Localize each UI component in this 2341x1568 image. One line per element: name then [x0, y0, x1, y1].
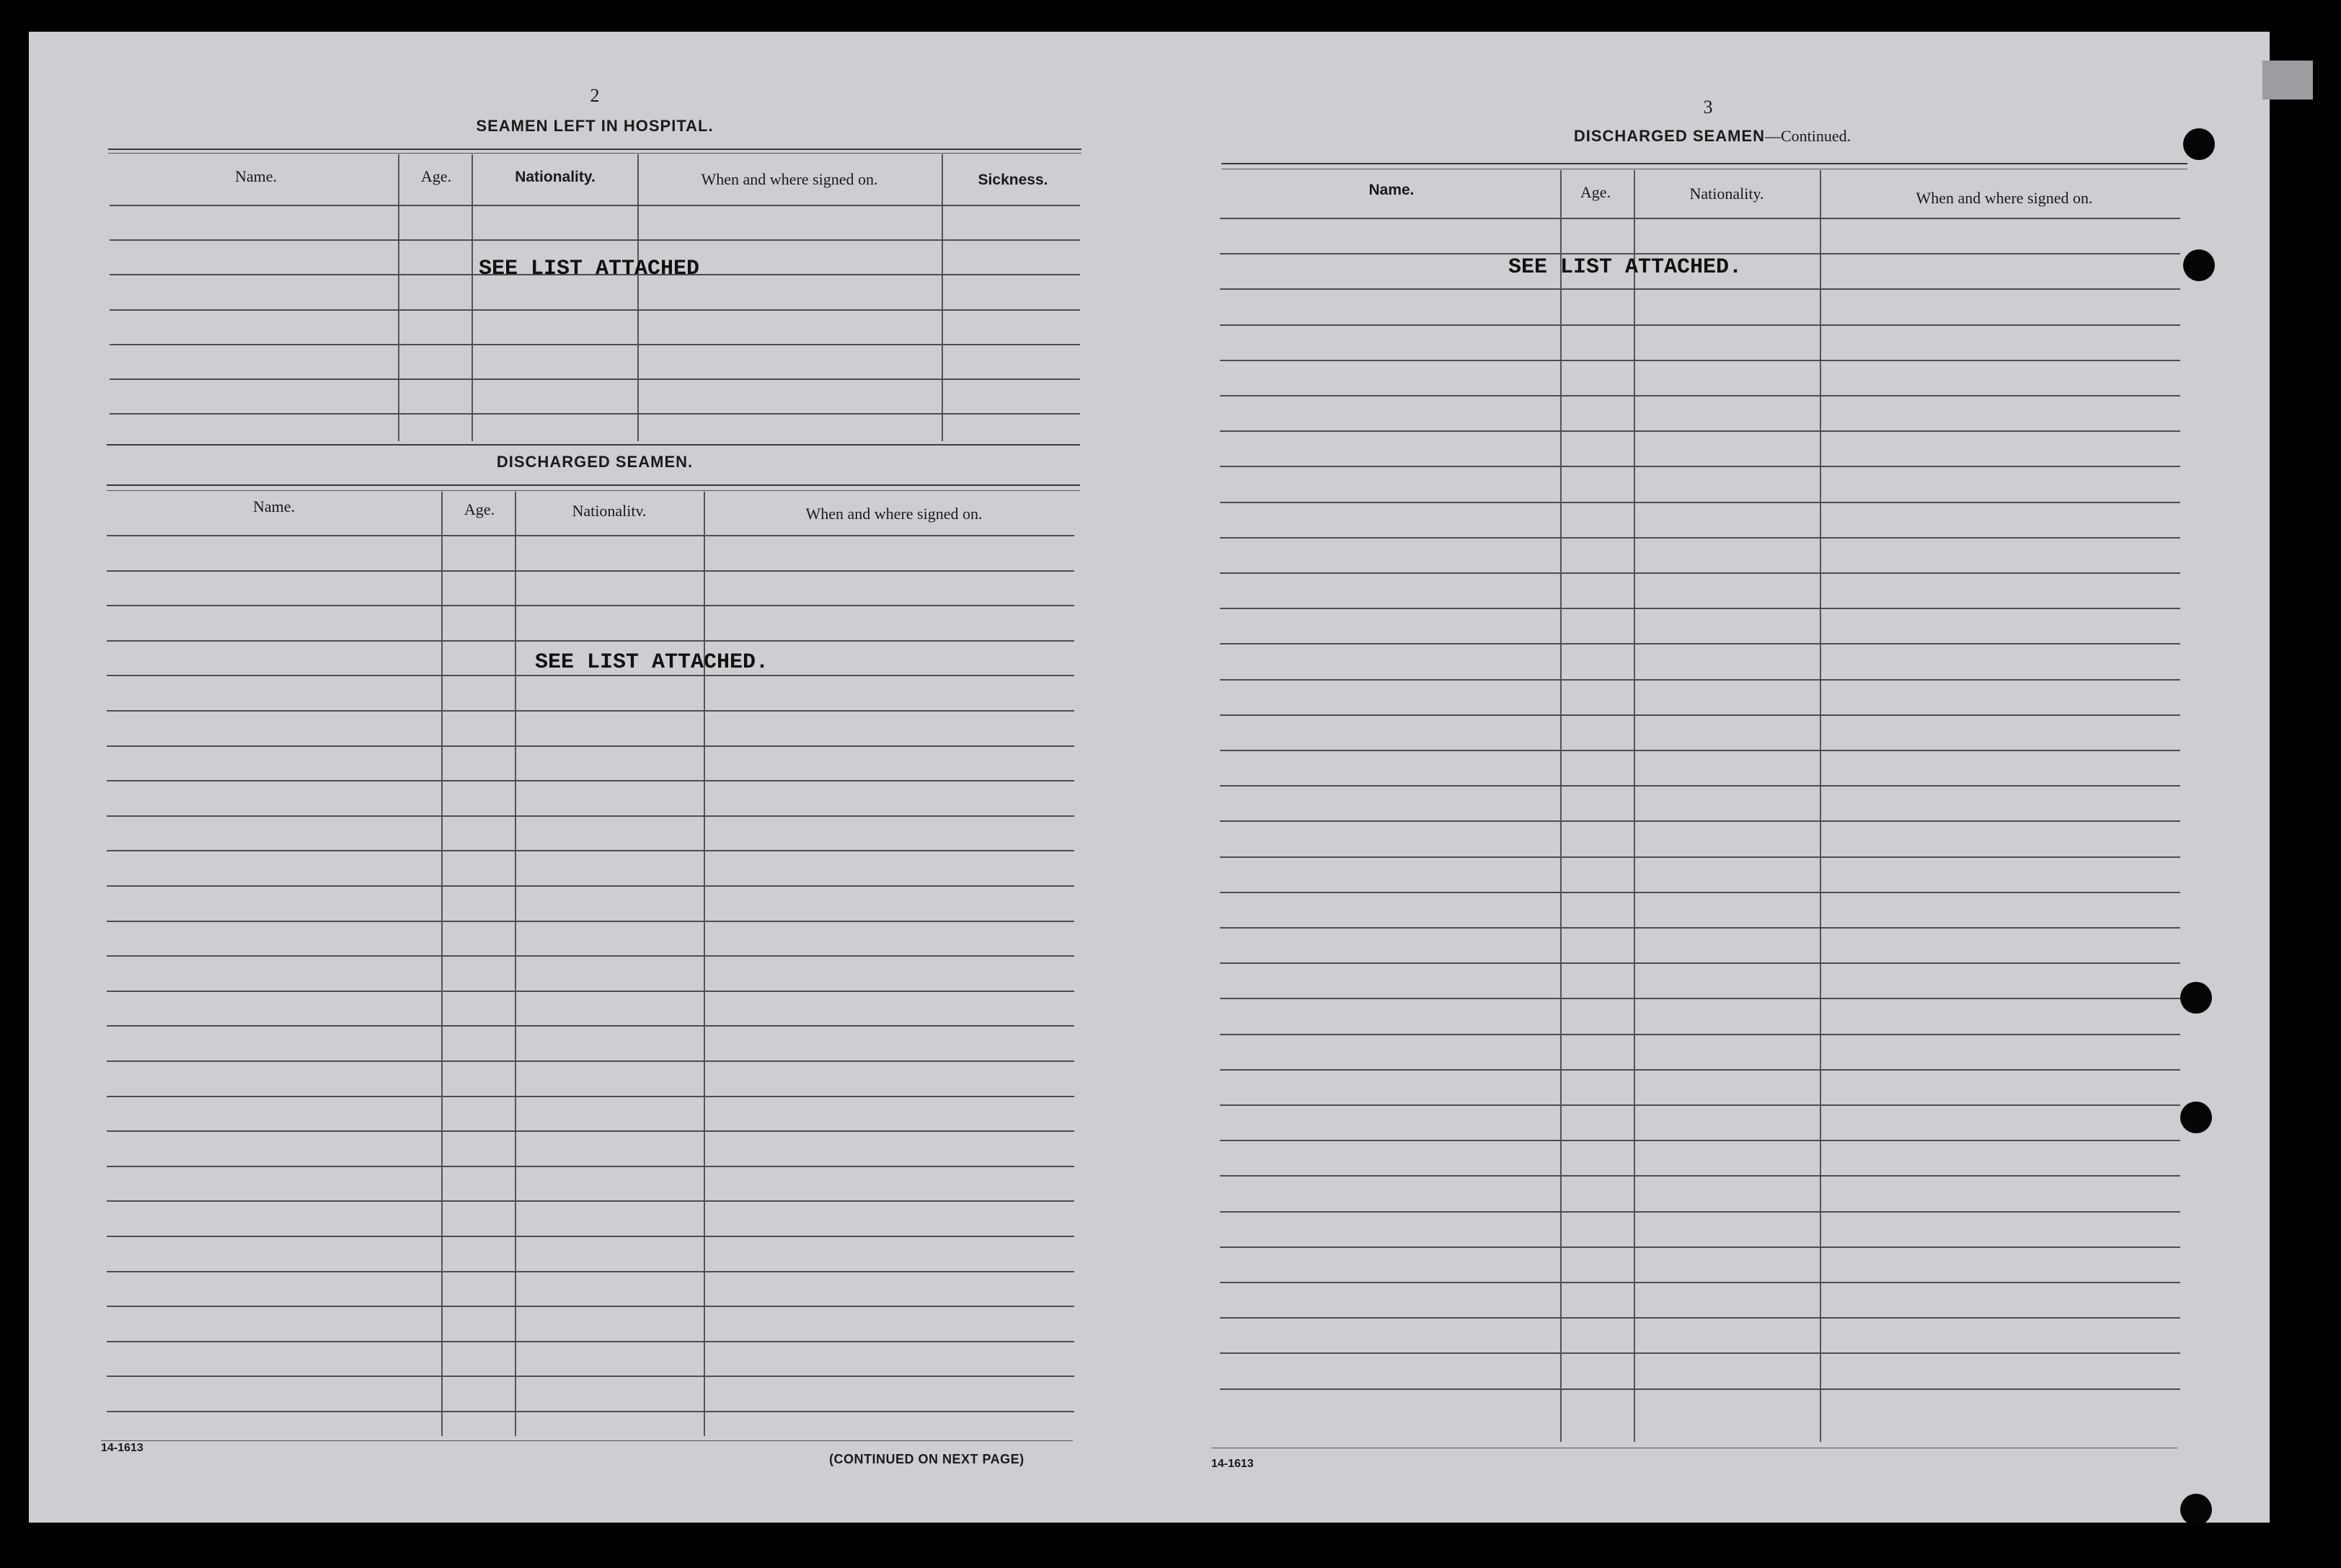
table-row-line	[107, 1411, 1074, 1412]
hospital-section-title: SEAMEN LEFT IN HOSPITAL.	[476, 117, 714, 135]
table-row-line	[107, 675, 1074, 676]
column-divider	[472, 154, 473, 441]
discharged-table-top-rule	[107, 484, 1080, 486]
table-row-line	[110, 378, 1080, 380]
column-header-nationality: Nationality.	[1689, 185, 1764, 203]
table-row-line	[1220, 998, 2180, 999]
table-row-line	[107, 1271, 1074, 1272]
discharged-continued-title	[1478, 127, 1947, 146]
table-row-line	[107, 745, 1074, 747]
form-number: 14-1613	[1211, 1458, 1254, 1470]
table-row-line	[1220, 360, 2180, 361]
column-header-signed-on: When and where signed on.	[701, 170, 878, 188]
table-row-line	[1220, 218, 2180, 219]
table-row-line	[107, 570, 1074, 572]
table-row-line	[107, 815, 1074, 817]
table-row-line	[107, 605, 1074, 606]
column-divider	[704, 492, 705, 1436]
hospital-table-top-rule	[108, 149, 1081, 150]
hospital-table-bottom-rule	[107, 444, 1080, 446]
table-row-line	[107, 1376, 1074, 1377]
column-divider	[398, 154, 399, 441]
punch-hole	[2180, 982, 2212, 1014]
column-header-name: Name.	[1368, 182, 1415, 198]
table-row-line	[1220, 679, 2180, 681]
column-divider	[942, 154, 943, 441]
table-row-line	[107, 710, 1074, 712]
table-row-line	[107, 780, 1074, 781]
form-number: 14-1613	[101, 1442, 143, 1454]
punch-hole	[2183, 249, 2215, 281]
table-row-line	[107, 1060, 1074, 1062]
table-row-line	[107, 535, 1074, 536]
table-row-line	[1220, 1034, 2180, 1035]
continued-on-next-page-note: (CONTINUED ON NEXT PAGE)	[829, 1452, 1025, 1466]
title-suffix: —Continued.	[1764, 127, 1851, 145]
table-row-line	[1220, 466, 2180, 467]
table-row-line	[107, 991, 1074, 992]
table-row-line	[1220, 537, 2180, 539]
table-row-line	[107, 1096, 1074, 1097]
column-header-nationality: Nationalitv.	[572, 502, 647, 520]
see-list-attached-stamp: SEE LIST ATTACHED.	[1508, 255, 1743, 280]
table-row-line	[1220, 1104, 2180, 1106]
table-row-line	[1220, 1317, 2180, 1319]
table-row-line	[107, 1025, 1074, 1027]
table-row-line	[110, 344, 1080, 345]
table-row-line	[1220, 750, 2180, 751]
table-row-line	[110, 309, 1080, 311]
column-header-age: Age.	[464, 500, 495, 518]
table-row-line	[1220, 820, 2180, 822]
table-row-line	[1220, 395, 2180, 397]
table-row-line	[107, 1306, 1074, 1307]
table-row-line	[1220, 1069, 2180, 1071]
page-number: 3	[1703, 97, 1713, 118]
document-sheet	[29, 32, 2270, 1523]
punch-hole	[2183, 128, 2215, 160]
column-header-age: Age.	[1580, 183, 1611, 201]
table-row-line	[1220, 1211, 2180, 1213]
table-row-line	[1220, 502, 2180, 503]
table-row-line	[107, 850, 1074, 851]
table-row-line	[1220, 1246, 2180, 1248]
table-row-line	[1220, 785, 2180, 787]
right-table-top-rule	[1221, 163, 2187, 164]
see-list-attached-stamp: SEE LIST ATTACHED	[479, 257, 700, 281]
table-row-line	[107, 640, 1074, 642]
punch-hole	[2180, 1494, 2212, 1525]
table-row-line	[1220, 856, 2180, 858]
table-row-line	[107, 885, 1074, 887]
table-row-line	[1220, 324, 2180, 326]
table-row-line	[1220, 643, 2180, 645]
discharged-section-title: DISCHARGED SEAMEN.	[496, 453, 694, 471]
table-row-line	[1220, 892, 2180, 893]
title-text: DISCHARGED SEAMEN	[1573, 127, 1765, 145]
table-row-line	[1220, 572, 2180, 574]
table-row-line	[107, 1166, 1074, 1167]
table-row-line	[107, 1236, 1074, 1237]
table-row-line	[110, 413, 1080, 415]
table-row-line	[107, 955, 1074, 957]
column-divider	[515, 492, 516, 1436]
column-divider	[637, 154, 639, 441]
table-row-line	[1220, 962, 2180, 964]
table-row-line	[1220, 430, 2180, 432]
punch-hole	[2180, 1102, 2212, 1133]
table-row-line	[107, 1341, 1074, 1342]
table-row-line	[1220, 1352, 2180, 1354]
table-row-line	[1220, 608, 2180, 609]
column-header-nationality: Nationality.	[515, 169, 596, 185]
table-row-line	[110, 239, 1080, 241]
table-row-line	[1220, 1140, 2180, 1141]
column-header-signed-on: When and where signed on.	[1916, 189, 2093, 207]
column-header-sickness: Sickness.	[978, 172, 1048, 188]
paper-tab	[2262, 61, 2313, 99]
table-row-line	[1220, 927, 2180, 929]
table-row-line	[107, 1130, 1074, 1132]
table-row-line	[1220, 1175, 2180, 1177]
column-divider	[441, 492, 443, 1436]
column-header-name: Name.	[252, 497, 296, 515]
see-list-attached-stamp: SEE LIST ATTACHED.	[535, 650, 769, 675]
column-header-age: Age.	[420, 167, 452, 185]
table-row-line	[107, 1200, 1074, 1202]
column-header-name: Name.	[234, 167, 278, 185]
table-row-line	[110, 205, 1080, 206]
page-number: 2	[590, 85, 600, 106]
column-header-signed-on: When and where signed on.	[805, 505, 983, 523]
table-row-line	[1220, 1388, 2180, 1390]
table-row-line	[107, 921, 1074, 922]
table-row-line	[1220, 253, 2180, 254]
table-row-line	[1220, 1282, 2180, 1283]
table-row-line	[1220, 288, 2180, 290]
table-row-line	[1220, 714, 2180, 716]
